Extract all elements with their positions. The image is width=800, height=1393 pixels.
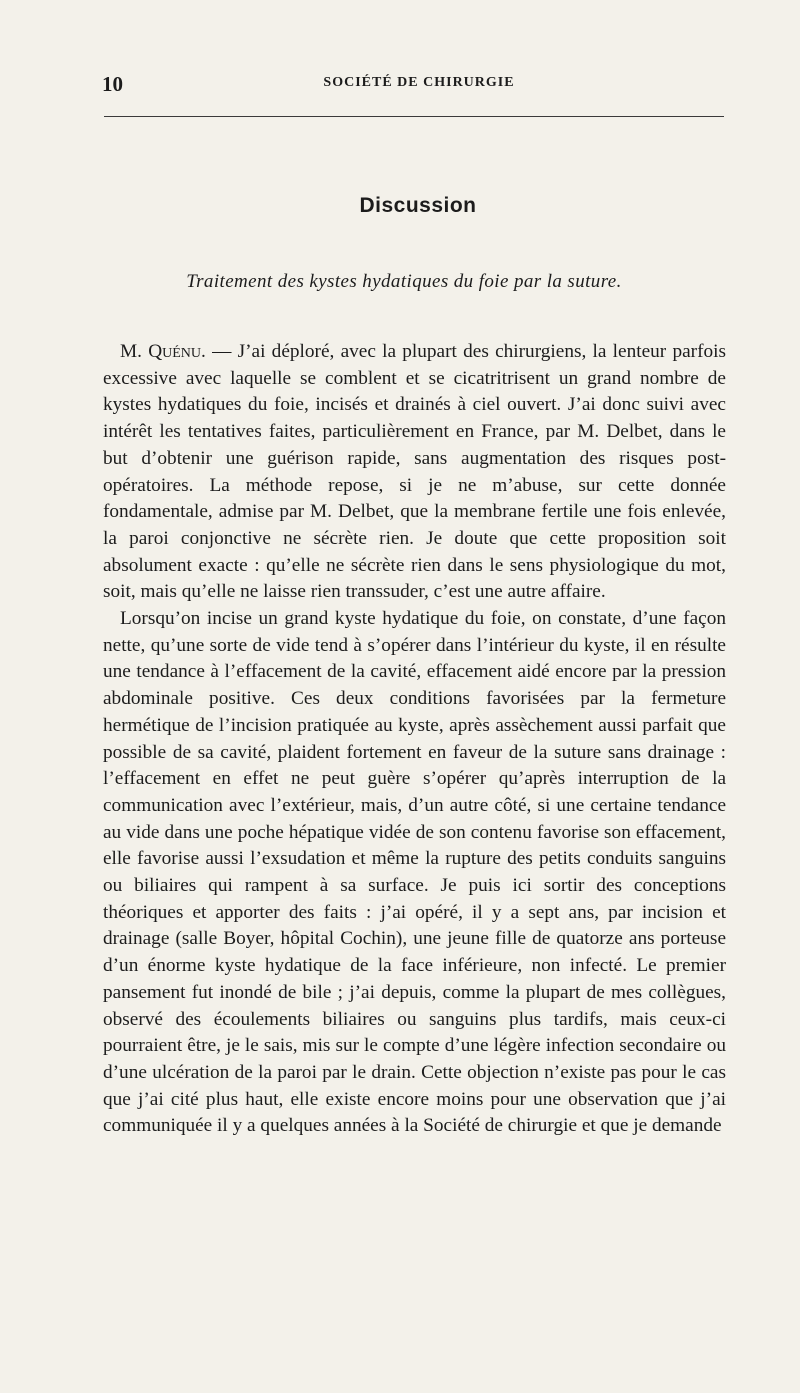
speaker-name: M. Quénu.	[120, 341, 206, 362]
section-subtitle: Traitement des kystes hydatiques du foie par la suture.	[186, 271, 622, 292]
paragraph-1	[103, 339, 726, 606]
body-text	[103, 339, 726, 1140]
section-title: Discussion	[359, 194, 477, 217]
page-header	[102, 72, 726, 102]
header-rule	[104, 116, 724, 117]
paragraph-2: Lorsqu’on incise un grand kyste hydatique du foie, on constate, d’une façon nette, qu’une sorte de vide tend à s’opérer dans l’intérieur du kyste, il en résulte une tendance à l’effacement de la cavité, effacement aidé encore par la pression abdominale positive. Ces deux conditions favorisées par la fermeture hermétique de l’incision pratiquée au kyste, après assèchement aussi parfait que possible de sa cavité, plaident fortement en faveur de la suture sans drainage : l’effacement en effet ne peut guère s’opérer qu’après interruption de la communication avec l’extérieur, mais, d’un autre côté, si une certaine tendance au vide dans une poche hépatique vidée de son contenu favorise son effacement, elle favorise aussi l’exsudation et même la rupture des petits conduits sanguins ou biliaires qui rampent à sa surface. Je puis ici sortir des conceptions théoriques et apporter des faits : j’ai opéré, il y a sept ans, par incision et drainage (salle Boyer, hôpital Cochin), une jeune fille de quatorze ans porteuse d’un énorme kyste hydatique de la face inférieure, non infecté. Le premier pansement fut inondé de bile ; j’ai depuis, comme la plupart de mes collègues, observé des écoulements biliaires ou sanguins plus tardifs, mais ceux-ci pourraient être, je le sais, mis sur le compte d’une légère infection secondaire ou d’une ulcération de la paroi par le drain. Cette objection n’existe pas pour le cas que j’ai cité plus haut, elle existe encore moins pour une observation que j’ai communiquée il y a quelques années à la Société de chirurgie et que je demande	[103, 608, 726, 1137]
running-head: SOCIÉTÉ DE CHIRURGIE	[323, 75, 515, 90]
page-number: 10	[102, 72, 123, 96]
paragraph-1-text: — J’ai déploré, avec la plupart des chirurgiens, la lenteur parfois excessive avec laquelle se comblent et se cicatritrisent un grand nombre de kystes hydatiques du foie, incisés et drainés à ciel ouvert. J’ai donc suivi avec intérêt les tentatives faites, particulièrement en France, par M. Delbet, dans le but d’obtenir une guérison rapide, sans augmentation des risques post-opératoires. La méthode repose, si je ne m’abuse, sur cette donnée fondamentale, admise par M. Delbet, que la membrane fertile une fois enlevée, la paroi conjonctive ne sécrète rien. Je doute que cette proposition soit absolument exacte : qu’elle ne sécrète rien dans le sens physiologique du mot, soit, mais qu’elle ne laisse rien transsuder, c’est une autre affaire.	[103, 341, 726, 603]
